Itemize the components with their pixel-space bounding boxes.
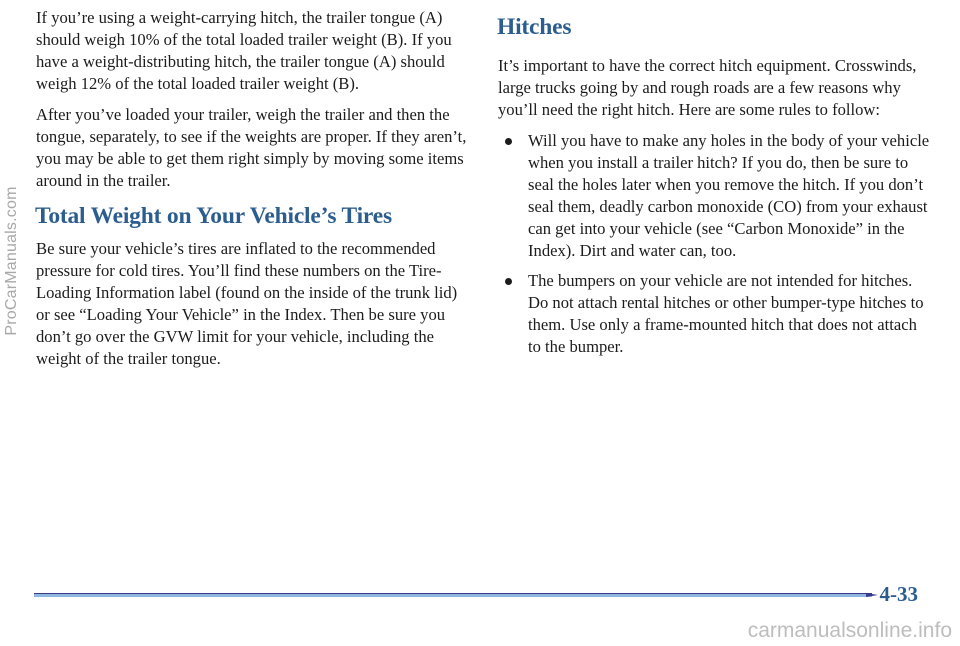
body-paragraph: Be sure your vehicle’s tires are inflated to the recommended pressure for cold tires. You’ll find these numbers on the Tire-Loading Information label (found on the inside of the trunk lid) or see “Loading Your Vehicle” in the Index. Then be sure you don’t go over the GVW limit for your vehicle, including the weight of the trailer tongue. (36, 239, 458, 368)
list-item (498, 130, 930, 262)
list-item-text: The bumpers on your vehicle are not intended for hitches. Do not attach rental hitches or other bumper-type hitches to them. Use only a frame-mounted hitch that does not attach to the bumper. (528, 271, 924, 356)
footer-rule (34, 593, 872, 597)
section-heading-hitches: Hitches (497, 14, 572, 40)
side-watermark: ProCarManuals.com (3, 186, 20, 336)
left-column (36, 7, 468, 379)
body-paragraph: After you’ve loaded your trailer, weigh the trailer and then the tongue, separately, to see if the weights are proper. If they aren’t, you may be able to get them right simply by moving some items around in the trailer. (36, 105, 467, 190)
list-item-text: Will you have to make any holes in the body of your vehicle when you install a trailer hitch? If you do, then be sure to seal the holes later when you remove the hitch. If you don’t seal them, deadly carbon monoxide (CO) from your exhaust can get into your vehicle (see “Carbon Monoxide” in the Index). Dirt and water can, too. (528, 131, 930, 260)
section-heading-tire-weight: Total Weight on Your Vehicle’s Tires (35, 203, 392, 229)
hitch-rules-list (498, 130, 930, 358)
page-number: 4-33 (879, 582, 918, 606)
body-paragraph: If you’re using a weight-carrying hitch, the trailer tongue (A) should weigh 10% of the total loaded trailer weight (B). If you have a weight-distributing hitch, the trailer tongue (A) should weigh 12% of the total loaded trailer weight (B). (36, 8, 452, 93)
bottom-watermark: carmanualsonline.info (747, 619, 952, 642)
bullet-icon (505, 138, 512, 145)
body-paragraph: It’s important to have the correct hitch equipment. Crosswinds, large trucks going by and rough roads are a few reasons why you’ll need the right hitch. Here are some rules to follow: (498, 56, 917, 119)
right-column (498, 13, 930, 366)
list-item (498, 270, 930, 358)
bullet-icon (505, 278, 512, 285)
footer-rule-end-icon (866, 590, 878, 600)
